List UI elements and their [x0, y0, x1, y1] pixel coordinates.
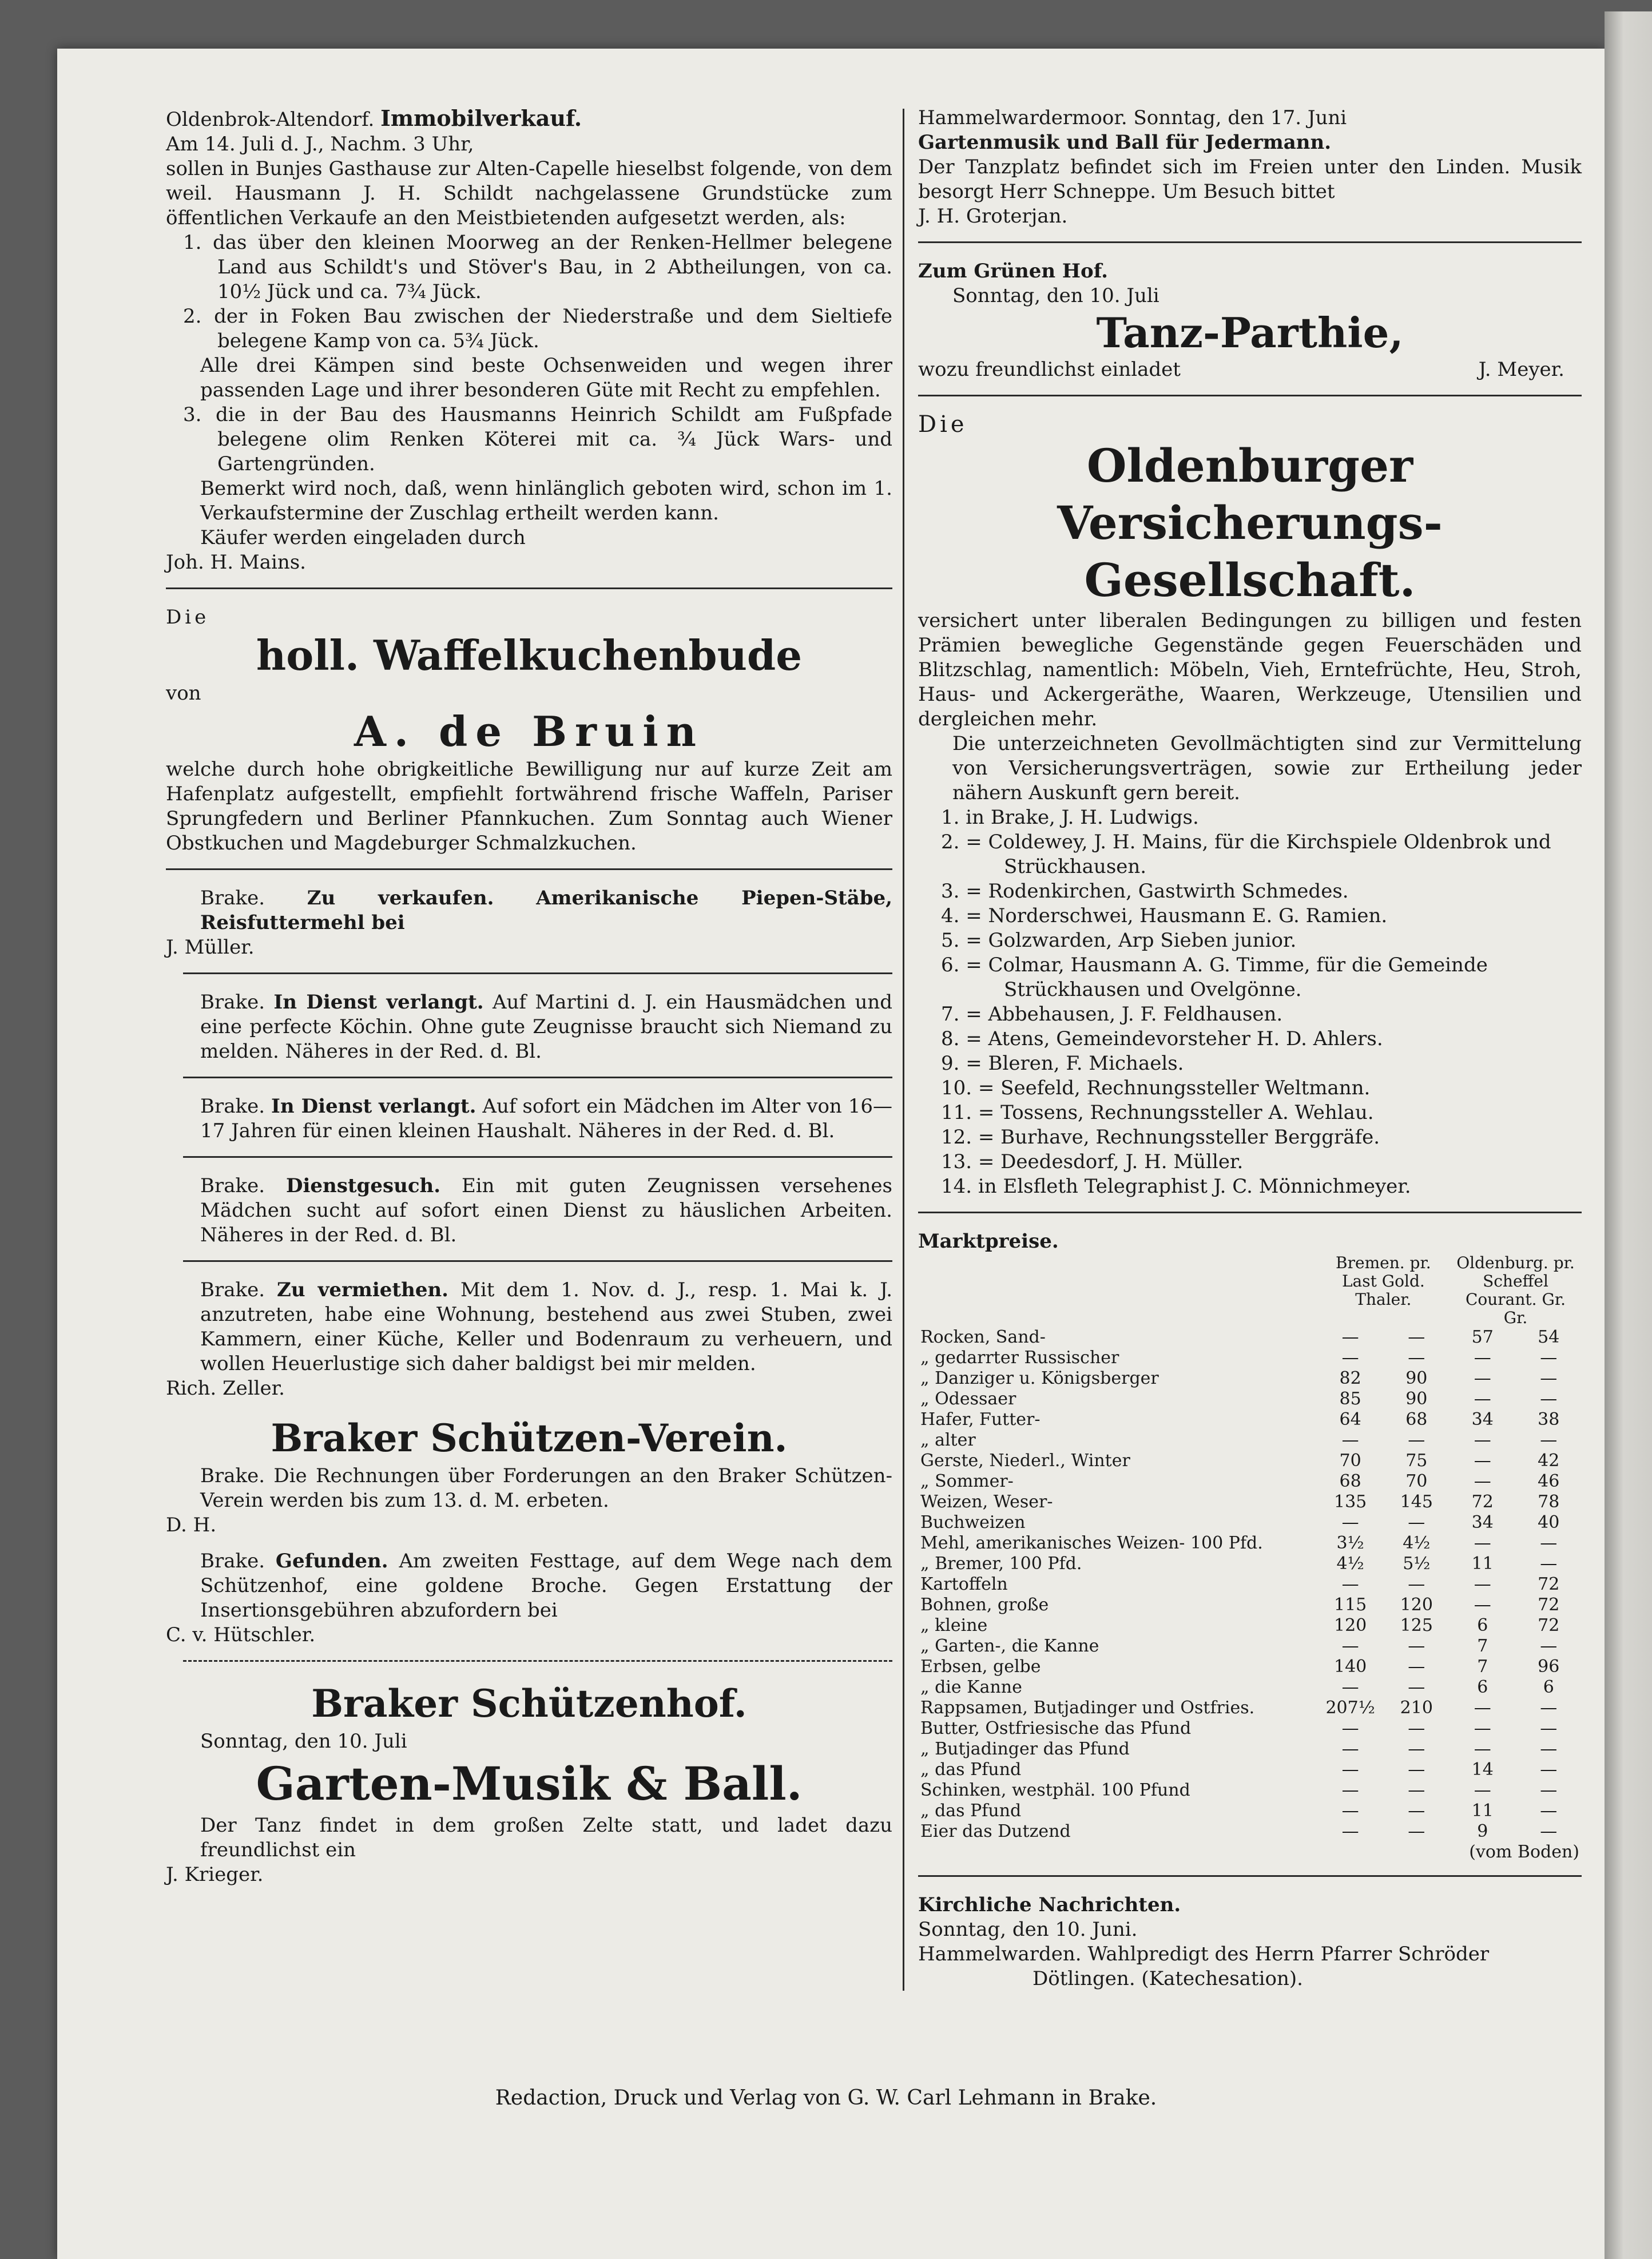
table-cell-label: „ Sommer- — [920, 1471, 1014, 1491]
ad-title: Braker Schützenhof. — [311, 1681, 747, 1726]
ad-dienst-verlangt-1 — [166, 990, 892, 1064]
table-cell-label: Rappsamen, Butjadinger und Ostfries. — [920, 1698, 1255, 1718]
table-cell-value: — — [1408, 1677, 1425, 1697]
list-item: 11. = Tossens, Rechnungssteller A. Wehlau. — [941, 1101, 1374, 1124]
header-bremen: Bremen. pr. Last Gold. Thaler. — [1336, 1253, 1431, 1309]
ad-place: Brake. — [200, 991, 265, 1014]
table-cell-value: 85 — [1339, 1389, 1361, 1409]
separator — [183, 1077, 892, 1078]
table-cell-value: — — [1474, 1739, 1491, 1759]
church-news — [918, 1893, 1582, 1991]
ad-waffelkuchenbude — [166, 605, 892, 856]
table-cell-value: — — [1540, 1636, 1558, 1656]
ad-title: holl. Waffelkuchenbude — [256, 631, 803, 680]
table-row — [918, 1389, 1582, 1410]
table-cell-value: — — [1474, 1718, 1491, 1738]
table-cell-value: — — [1474, 1595, 1491, 1615]
table-cell-value: — — [1474, 1430, 1491, 1450]
list-item: 10. = Seefeld, Rechnungssteller Weltmann. — [941, 1077, 1371, 1099]
table-cell-value: — — [1341, 1430, 1359, 1450]
ad-dienstgesuch — [166, 1174, 892, 1248]
ad-title: Gefunden. — [275, 1550, 388, 1573]
table-cell-value: — — [1540, 1698, 1558, 1718]
list-item: 9. = Bleren, F. Michaels. — [941, 1052, 1184, 1075]
table-cell-value: — — [1408, 1821, 1425, 1841]
table-cell-label: „ das Pfund — [920, 1801, 1022, 1821]
table-cell-value: — — [1540, 1348, 1558, 1368]
ad-title: Zu verkaufen. — [307, 887, 494, 910]
table-cell-value: 75 — [1405, 1451, 1428, 1471]
table-cell-label: „ Odessaer — [920, 1389, 1016, 1409]
left-column — [166, 57, 892, 1887]
ad-place: Brake. — [200, 887, 265, 910]
right-column — [918, 57, 1582, 1991]
table-cell-value: — — [1540, 1430, 1558, 1450]
table-cell-label: Buchweizen — [920, 1512, 1026, 1533]
ad-line: 1. das über den kleinen Moorweg an der Renken-Hellmer belegene Land aus Schildt's und Stöver's Bau, in 2 Abtheilungen, von ca. 10½ Jück und ca. 7¾ Jück. — [183, 231, 892, 303]
table-header-row — [918, 1254, 1582, 1327]
table-cell-value: 6 — [1477, 1677, 1488, 1697]
table-cell-value: — — [1408, 1780, 1425, 1800]
table-cell-value: — — [1408, 1574, 1425, 1594]
ad-title: Gartenmusik und Ball für Jedermann. — [918, 131, 1332, 154]
table-row — [918, 1657, 1582, 1677]
table-cell-value: — — [1341, 1327, 1359, 1347]
ad-text: wozu freundlichst einladet — [918, 358, 1181, 381]
ad-text: Ein mit guten Zeugnissen versehenes Mädchen sucht auf sofort einen Dienst zu häuslichen Arbeiten. Näheres in der Red. d. Bl. — [200, 1174, 893, 1246]
table-cell-value: 72 — [1538, 1595, 1560, 1615]
header-oldenburg: Oldenburg. pr. Scheffel Courant. Gr. Gr. — [1456, 1253, 1575, 1327]
ad-von: von — [166, 682, 201, 705]
table-cell-value: — — [1540, 1389, 1558, 1409]
ad-line: 2. der in Foken Bau zwischen der Niederstraße und dem Sieltiefe belegene Kamp von ca. 5¾ Jück. — [183, 305, 892, 352]
table-cell-value: — — [1540, 1821, 1558, 1841]
table-cell-value: 6 — [1477, 1615, 1488, 1635]
list-item: 4. = Norderschwei, Hausmann E. G. Ramien. — [941, 904, 1388, 927]
separator — [166, 587, 892, 589]
table-cell-value: — — [1474, 1574, 1491, 1594]
table-row — [918, 1636, 1582, 1657]
market-table — [918, 1254, 1582, 1863]
ad-date: Sonntag, den 10. Juli — [200, 1730, 407, 1753]
ad-text: Die unterzeichneten Gevollmächtigten sind zur Vermittelung von Versicherungsverträgen, sowie zur Ertheilung jeder nähern Auskunft gern bereit. — [952, 732, 1582, 804]
ad-title: Dienstgesuch. — [285, 1174, 441, 1197]
ad-gefunden — [166, 1549, 892, 1647]
ad-text: Auf Martini d. J. ein Hausmädchen und eine perfecte Köchin. Ohne gute Zeugnisse braucht sich Niemand zu melden. Näheres in der Red. d. Bl. — [200, 991, 893, 1063]
ad-versicherung — [918, 412, 1582, 1199]
table-cell-value: 115 — [1334, 1595, 1367, 1615]
table-cell-value: — — [1474, 1348, 1491, 1368]
table-row — [918, 1595, 1582, 1615]
ad-immobilverkauf — [166, 106, 892, 575]
table-cell-value: 68 — [1339, 1471, 1361, 1491]
table-cell-value: 34 — [1471, 1410, 1494, 1430]
ad-zu-vermiethen — [166, 1278, 892, 1401]
list-item: 12. = Burhave, Rechnungssteller Berggräfe. — [941, 1126, 1380, 1149]
separator — [918, 241, 1582, 243]
ad-die: Die — [166, 606, 210, 629]
column-divider — [903, 109, 904, 1991]
ad-gartenmusik — [918, 106, 1582, 229]
table-cell-value: — — [1341, 1780, 1359, 1800]
ad-die: Die — [918, 411, 968, 438]
ad-gruener-hof — [918, 259, 1582, 382]
ad-place: Brake. — [200, 1174, 265, 1197]
ad-place: Brake. — [200, 1550, 265, 1573]
table-cell-value: 72 — [1538, 1574, 1560, 1594]
table-cell-label: Hafer, Futter- — [920, 1410, 1041, 1430]
table-cell-value: 6 — [1543, 1677, 1554, 1697]
table-cell-label: Schinken, westphäl. 100 Pfund — [920, 1780, 1190, 1800]
separator — [183, 1660, 892, 1662]
ad-line: Käufer werden eingeladen durch — [200, 526, 526, 549]
ad-signature: Rich. Zeller. — [166, 1377, 285, 1400]
table-cell-value: 125 — [1400, 1615, 1433, 1635]
ad-text: versichert unter liberalen Bedingungen zu billigen und festen Prämien bewegliche Gegenstände gegen Feuerschäden und Blitzschlag, namentlich: Möbeln, Vieh, Erntefrüchte, Heu, Stroh, Haus- und Ackergeräthe, Waaren, Werkzeuge, Utensilien und dergleichen mehr. — [918, 609, 1582, 730]
ad-schuetzenhof — [166, 1678, 892, 1887]
ad-dienst-verlangt-2 — [166, 1094, 892, 1144]
agent-list — [918, 805, 1582, 1199]
table-row — [918, 1698, 1582, 1718]
ad-line: Hammelwardermoor. Sonntag, den 17. Juni — [918, 106, 1347, 129]
table-cell-value: 96 — [1538, 1657, 1560, 1677]
table-row — [918, 1842, 1582, 1863]
table-row — [918, 1368, 1582, 1389]
table-cell-value: 11 — [1471, 1801, 1494, 1821]
separator — [918, 395, 1582, 396]
table-cell-label: „ kleine — [920, 1615, 988, 1635]
table-cell-value: — — [1341, 1512, 1359, 1533]
separator — [918, 1212, 1582, 1213]
ad-title: Braker Schützen-Verein. — [271, 1416, 788, 1460]
table-cell-value: 5½ — [1403, 1554, 1431, 1574]
ad-place: Brake. — [200, 1095, 265, 1118]
table-cell-label: Kartoffeln — [920, 1574, 1008, 1594]
table-cell-value: — — [1408, 1739, 1425, 1759]
ad-place: Brake. — [200, 1279, 265, 1301]
table-cell-value: — — [1408, 1760, 1425, 1780]
table-cell-value: — — [1341, 1760, 1359, 1780]
table-cell-value: 120 — [1400, 1595, 1433, 1615]
table-cell-value: 70 — [1339, 1451, 1361, 1471]
list-item: 6. = Colmar, Hausmann A. G. Timme, für die Gemeinde Strückhausen und Ovelgönne. — [941, 954, 1488, 1001]
ad-title: Immobilverkauf. — [380, 105, 582, 131]
ad-zu-verkaufen — [166, 886, 892, 960]
table-cell-value: 210 — [1400, 1698, 1433, 1718]
ad-signature: J. Krieger. — [166, 1863, 264, 1886]
table-cell-value: 40 — [1538, 1512, 1560, 1533]
ad-title: Zum Grünen Hof. — [918, 260, 1108, 283]
table-cell-value: — — [1474, 1368, 1491, 1388]
page-edge — [1605, 11, 1652, 2259]
table-cell-value: — — [1540, 1801, 1558, 1821]
ad-signature: C. v. Hütschler. — [166, 1623, 316, 1646]
ad-text: Mit dem 1. Nov. d. J., resp. 1. Mai k. J. anzutreten, habe eine Wohnung, bestehend aus zwei Stuben, zwei Kammern, einer Küche, Keller und Bodenraum zu verheuern, und wollen Heuerlustige sich daher baldigst bei mir melden. — [200, 1279, 893, 1375]
ad-place: Brake. — [200, 1464, 265, 1487]
table-cell-value: — — [1341, 1636, 1359, 1656]
table-row — [918, 1410, 1582, 1430]
table-cell-value: — — [1540, 1780, 1558, 1800]
church-line: Hammelwarden. Wahlpredigt des Herrn Pfarrer Schröder — [918, 1943, 1490, 1966]
table-row — [918, 1327, 1582, 1348]
table-cell-value: — — [1408, 1348, 1425, 1368]
table-row — [918, 1471, 1582, 1492]
table-cell-value: 82 — [1339, 1368, 1361, 1388]
ad-text: Am zweiten Festtage, auf dem Wege nach dem Schützenhof, eine goldene Broche. Gegen Erstattung der Insertionsgebühren abzufordern bei — [200, 1550, 892, 1622]
table-cell-value: 145 — [1400, 1492, 1433, 1512]
table-cell-label: Gerste, Niederl., Winter — [920, 1451, 1130, 1471]
table-row — [918, 1739, 1582, 1760]
table-cell-label: „ Butjadinger das Pfund — [920, 1739, 1130, 1759]
church-title: Kirchliche Nachrichten. — [918, 1893, 1181, 1916]
ad-title: In Dienst verlangt. — [271, 1095, 476, 1118]
table-cell-value: — — [1474, 1698, 1491, 1718]
table-cell-value: — — [1540, 1533, 1558, 1553]
ad-line: Alle drei Kämpen sind beste Ochsenweiden und wegen ihrer passenden Lage und ihrer besonderen Güte mit Recht zu empfehlen. — [200, 354, 892, 402]
table-cell-value: — — [1474, 1780, 1491, 1800]
table-cell-label: „ alter — [920, 1430, 976, 1450]
ad-title: Zu vermiethen. — [277, 1279, 449, 1301]
footer-imprint: Redaction, Druck und Verlag von G. W. Carl Lehmann in Brake. — [495, 2086, 1157, 2110]
ad-signature: J. Meyer. — [1478, 358, 1564, 381]
table-cell-value: — — [1408, 1327, 1425, 1347]
separator — [918, 1875, 1582, 1877]
table-cell-value: 7 — [1477, 1657, 1488, 1677]
table-row — [918, 1533, 1582, 1554]
table-cell-label: „ gedarrter Russischer — [920, 1348, 1119, 1368]
ad-date: Sonntag, den 10. Juli — [952, 284, 1159, 307]
table-cell-value: — — [1341, 1677, 1359, 1697]
table-cell-label: „ Bremer, 100 Pfd. — [920, 1554, 1082, 1574]
table-cell-value: 11 — [1471, 1554, 1494, 1574]
ad-place: Oldenbrok-Altendorf. — [166, 108, 375, 131]
table-cell-value: 72 — [1538, 1615, 1560, 1635]
table-cell-value: — — [1540, 1739, 1558, 1759]
table-cell-value: — — [1341, 1348, 1359, 1368]
table-cell-value: — — [1540, 1760, 1558, 1780]
table-cell-label: Bohnen, große — [920, 1595, 1049, 1615]
table-cell-value: 4½ — [1336, 1554, 1364, 1574]
ad-event: Garten-Musik & Ball. — [256, 1757, 803, 1811]
market-title: Marktpreise. — [918, 1230, 1059, 1253]
table-cell-label: Eier das Dutzend — [920, 1821, 1071, 1841]
list-item: 7. = Abbehausen, J. F. Feldhausen. — [941, 1003, 1283, 1026]
table-cell-value: 90 — [1405, 1368, 1428, 1388]
table-cell-value: — — [1474, 1533, 1491, 1553]
ad-text: Die Rechnungen über Forderungen an den Braker Schützen-Verein werden bis zum 13. d. M. erbeten. — [200, 1464, 892, 1512]
table-row — [918, 1574, 1582, 1595]
ad-line: Bemerkt wird noch, daß, wenn hinlänglich geboten wird, schon im 1. Verkaufstermine der Zuschlag ertheilt werden kann. — [200, 477, 892, 525]
table-cell-value: — — [1474, 1471, 1491, 1491]
ad-name: A. de Bruin — [354, 707, 705, 756]
table-cell-value: 3½ — [1336, 1533, 1364, 1553]
table-row — [918, 1615, 1582, 1636]
table-cell-value: 9 — [1477, 1821, 1488, 1841]
table-cell-value: 78 — [1538, 1492, 1560, 1512]
table-row — [918, 1512, 1582, 1533]
table-row — [918, 1677, 1582, 1698]
ad-text: Auf sofort ein Mädchen im Alter von 16—17 Jahren für einen kleinen Haushalt. Näheres in der Red. d. Bl. — [200, 1095, 893, 1142]
ad-signature: J. H. Groterjan. — [918, 205, 1068, 228]
table-cell-label: „ Danziger u. Königsberger — [920, 1368, 1159, 1388]
table-cell-value: — — [1408, 1718, 1425, 1738]
table-cell-value: 7 — [1477, 1636, 1488, 1656]
table-cell-label: Erbsen, gelbe — [920, 1657, 1041, 1677]
table-row — [918, 1801, 1582, 1821]
list-item: 5. = Golzwarden, Arp Sieben junior. — [941, 929, 1297, 952]
table-cell-value: — — [1408, 1657, 1425, 1677]
table-cell-label: „ das Pfund — [920, 1760, 1022, 1780]
ad-text: welche durch hohe obrigkeitliche Bewilligung nur auf kurze Zeit am Hafenplatz aufgestellt, empfiehlt fortwährend frische Waffeln, Pariser Sprungfedern und Berliner Pfannkuchen. Zum Sonntag auch Wiener Obstkuchen und Magdeburger Schmalzkuchen. — [166, 758, 892, 855]
market-prices — [918, 1229, 1582, 1863]
ad-event: Tanz-Parthie, — [1096, 308, 1404, 357]
table-cell-label: „ die Kanne — [920, 1677, 1022, 1697]
table-cell-value: — — [1341, 1718, 1359, 1738]
table-cell-value: 90 — [1405, 1389, 1428, 1409]
table-cell-value: 14 — [1471, 1760, 1494, 1780]
ad-line: 3. die in der Bau des Hausmanns Heinrich Schildt am Fußpfade belegene olim Renken Köterei mit ca. ¾ Jück Wars- und Gartengründen. — [183, 403, 892, 475]
ad-text: Der Tanz findet in dem großen Zelte statt, und ladet dazu freundlichst ein — [200, 1814, 892, 1861]
ad-line: Am 14. Juli d. J., Nachm. 3 Uhr, — [166, 133, 474, 156]
table-cell-value: — — [1341, 1739, 1359, 1759]
table-row — [918, 1492, 1582, 1512]
table-cell-value: 68 — [1405, 1410, 1428, 1430]
ad-signature: Joh. H. Mains. — [166, 551, 306, 574]
table-cell-value: — — [1540, 1718, 1558, 1738]
table-cell-value: 54 — [1538, 1327, 1560, 1347]
table-cell-value: — — [1408, 1636, 1425, 1656]
ad-title: Oldenburger Versicherungs- — [1057, 439, 1443, 550]
church-line: Dötlingen. (Katechesation). — [1032, 1967, 1303, 1990]
list-item: 3. = Rodenkirchen, Gastwirth Schmedes. — [941, 880, 1349, 903]
table-row — [918, 1760, 1582, 1780]
table-cell-label: Rocken, Sand- — [920, 1327, 1046, 1347]
church-date: Sonntag, den 10. Juni. — [918, 1918, 1138, 1941]
list-item: 13. = Deedesdorf, J. H. Müller. — [941, 1150, 1244, 1173]
table-cell-value: — — [1408, 1430, 1425, 1450]
table-row — [918, 1554, 1582, 1574]
table-row — [918, 1780, 1582, 1801]
separator — [166, 868, 892, 870]
table-cell-label: Mehl, amerikanisches Weizen- 100 Pfd. — [920, 1533, 1263, 1553]
ad-text: Amerikanische Piepen-Stäbe, Reisfuttermehl bei — [200, 887, 892, 934]
table-row — [918, 1451, 1582, 1471]
table-cell-value: 120 — [1334, 1615, 1367, 1635]
table-cell-value: — — [1408, 1512, 1425, 1533]
table-cell-value: — — [1474, 1389, 1491, 1409]
table-row — [918, 1821, 1582, 1842]
table-cell-value: — — [1341, 1801, 1359, 1821]
table-cell-value: 42 — [1538, 1451, 1560, 1471]
table-cell-value: — — [1540, 1554, 1558, 1574]
list-item: 14. in Elsfleth Telegraphist J. C. Mönnichmeyer. — [941, 1175, 1411, 1198]
side-note: (vom Boden) — [1469, 1842, 1579, 1862]
table-row — [918, 1718, 1582, 1739]
list-item: 1. in Brake, J. H. Ludwigs. — [941, 806, 1199, 829]
list-item: 2. = Coldewey, J. H. Mains, für die Kirchspiele Oldenbrok und Strückhausen. — [941, 831, 1551, 878]
ad-title: In Dienst verlangt. — [273, 991, 484, 1014]
ad-line: sollen in Bunjes Gasthause zur Alten-Capelle hieselbst folgende, von dem weil. Hausmann J. H. Schildt nachgelassene Grundstücke zum öffentlichen Verkaufe an den Meistbietenden aufgesetzt werden, als: — [166, 157, 892, 229]
separator — [183, 1156, 892, 1158]
ad-title: Gesellschaft. — [1084, 553, 1416, 607]
market-table-body — [918, 1327, 1582, 1863]
table-cell-value: 72 — [1471, 1492, 1494, 1512]
separator — [183, 1260, 892, 1262]
table-cell-value: 70 — [1405, 1471, 1428, 1491]
separator — [183, 972, 892, 974]
table-cell-value: 64 — [1339, 1410, 1361, 1430]
table-cell-value: 4½ — [1403, 1533, 1431, 1553]
table-cell-value: 46 — [1538, 1471, 1560, 1491]
ad-schuetzen-verein — [166, 1412, 892, 1538]
table-cell-value: 135 — [1334, 1492, 1367, 1512]
table-row — [918, 1430, 1582, 1451]
table-cell-value: 34 — [1471, 1512, 1494, 1533]
table-cell-value: 57 — [1471, 1327, 1494, 1347]
table-cell-label: „ Garten-, die Kanne — [920, 1636, 1099, 1656]
ad-text: Der Tanzplatz befindet sich im Freien unter den Linden. Musik besorgt Herr Schneppe. Um Besuch bittet — [918, 156, 1582, 203]
table-cell-label: Weizen, Weser- — [920, 1492, 1053, 1512]
table-row — [918, 1348, 1582, 1368]
table-cell-value: 38 — [1538, 1410, 1560, 1430]
ad-signature: J. Müller. — [166, 936, 255, 959]
table-cell-value: — — [1408, 1801, 1425, 1821]
table-cell-value: 207½ — [1325, 1698, 1375, 1718]
table-cell-value: — — [1341, 1821, 1359, 1841]
ad-signature: D. H. — [166, 1514, 217, 1537]
table-cell-value: — — [1474, 1451, 1491, 1471]
table-cell-value: — — [1540, 1368, 1558, 1388]
table-cell-value: — — [1341, 1574, 1359, 1594]
list-item: 8. = Atens, Gemeindevorsteher H. D. Ahlers. — [941, 1027, 1383, 1050]
table-cell-label: Butter, Ostfriesische das Pfund — [920, 1718, 1192, 1738]
table-cell-value: 140 — [1334, 1657, 1367, 1677]
